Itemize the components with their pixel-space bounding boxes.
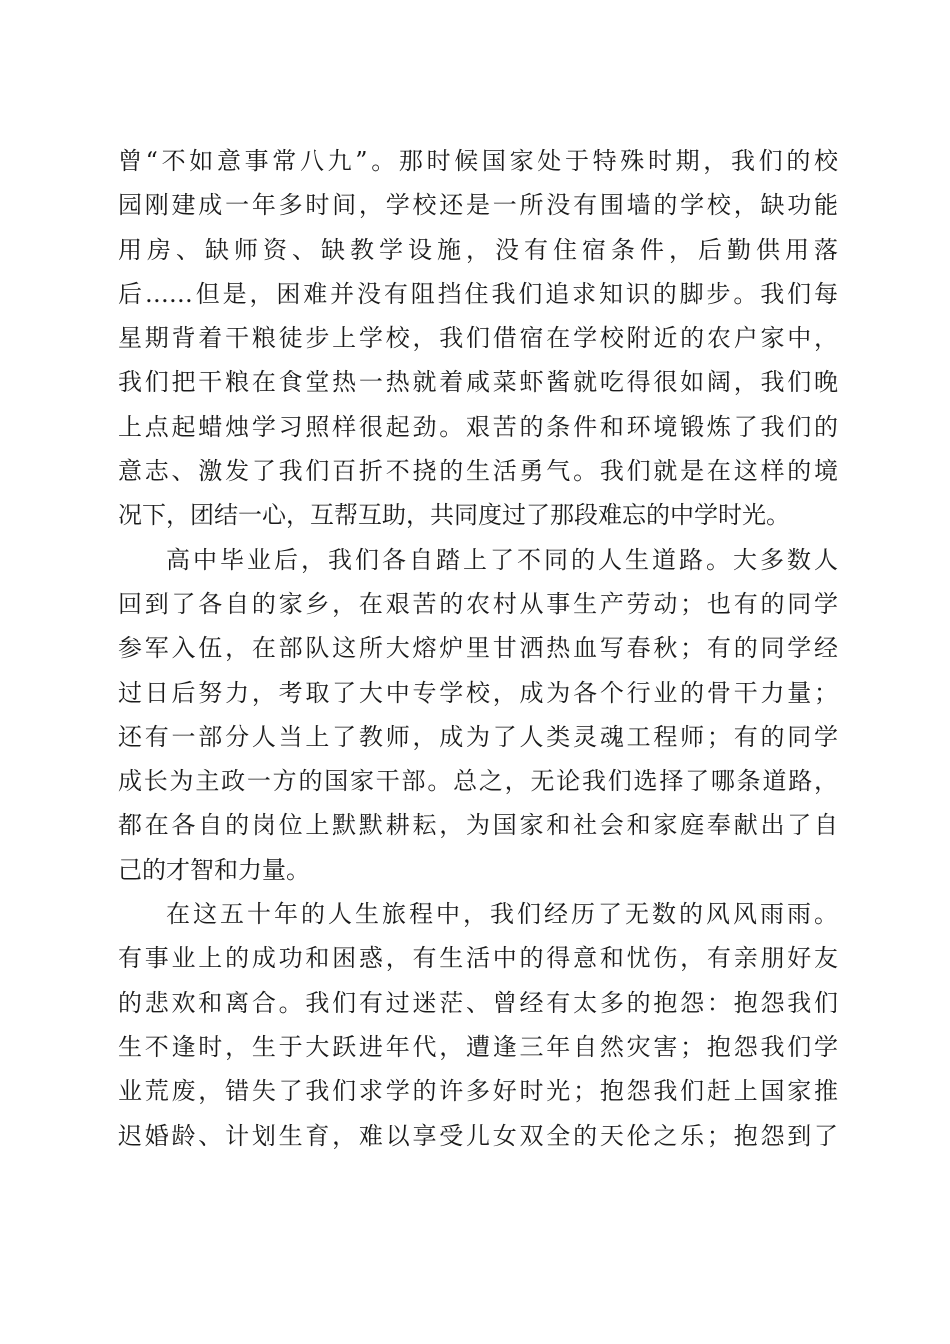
text-line: 我们把干粮在食堂热一热就着咸菜虾酱就吃得很如阔，我们晚 — [118, 368, 838, 397]
text-line: 用房、缺师资、缺教学设施，没有住宿条件，后勤供用落 — [118, 235, 838, 264]
document-body — [118, 139, 838, 1158]
text-line: 己的才智和力量。 — [118, 855, 310, 884]
text-line: 有事业上的成功和困惑，有生活中的得意和忧伤，有亲朋好友 — [118, 944, 838, 973]
text-line: 的悲欢和离合。我们有过迷茫、曾经有太多的抱怨：抱怨我们 — [118, 988, 838, 1017]
text-line: 意志、激发了我们百折不挠的生活勇气。我们就是在这样的境 — [118, 457, 838, 486]
text-line: 况下，团结一心，互帮互助，共同度过了那段难忘的中学时光。 — [118, 501, 790, 530]
text-line: 参军入伍，在部队这所大熔炉里甘洒热血写春秋；有的同学经 — [118, 634, 838, 663]
text-line: 都在各自的岗位上默默耕耘，为国家和社会和家庭奉献出了自 — [118, 811, 838, 840]
text-line: 曾“不如意事常八九”。那时候国家处于特殊时期，我们的校 — [118, 147, 838, 175]
text-line: 迟婚龄、计划生育，难以享受儿女双全的天伦之乐；抱怨到了 — [118, 1121, 838, 1150]
text-line: 园刚建成一年多时间，学校还是一所没有围墙的学校，缺功能 — [118, 191, 838, 220]
text-line: 星期背着干粮徒步上学校，我们借宿在学校附近的农户家中， — [118, 324, 838, 353]
text-line: 生不逢时，生于大跃进年代，遭逢三年自然灾害；抱怨我们学 — [118, 1032, 838, 1061]
paragraph-start: 在这五十年的人生旅程中，我们经历了无数的风风雨雨。 — [166, 900, 838, 929]
text-line: 过日后努力，考取了大中专学校，成为各个行业的骨干力量； — [118, 678, 838, 707]
text-line: 业荒废，错失了我们求学的许多好时光；抱怨我们赶上国家推 — [118, 1077, 838, 1106]
text-line: 后……但是，困难并没有阻挡住我们追求知识的脚步。我们每 — [118, 279, 838, 308]
text-line: 上点起蜡烛学习照样很起劲。艰苦的条件和环境锻炼了我们的 — [118, 412, 838, 441]
text-line: 成长为主政一方的国家干部。总之，无论我们选择了哪条道路， — [118, 767, 838, 796]
text-line: 回到了各自的家乡，在艰苦的农村从事生产劳动；也有的同学 — [118, 589, 838, 618]
paragraph-start: 高中毕业后，我们各自踏上了不同的人生道路。大多数人 — [166, 545, 838, 574]
text-line: 还有一部分人当上了教师，成为了人类灵魂工程师；有的同学 — [118, 722, 838, 751]
